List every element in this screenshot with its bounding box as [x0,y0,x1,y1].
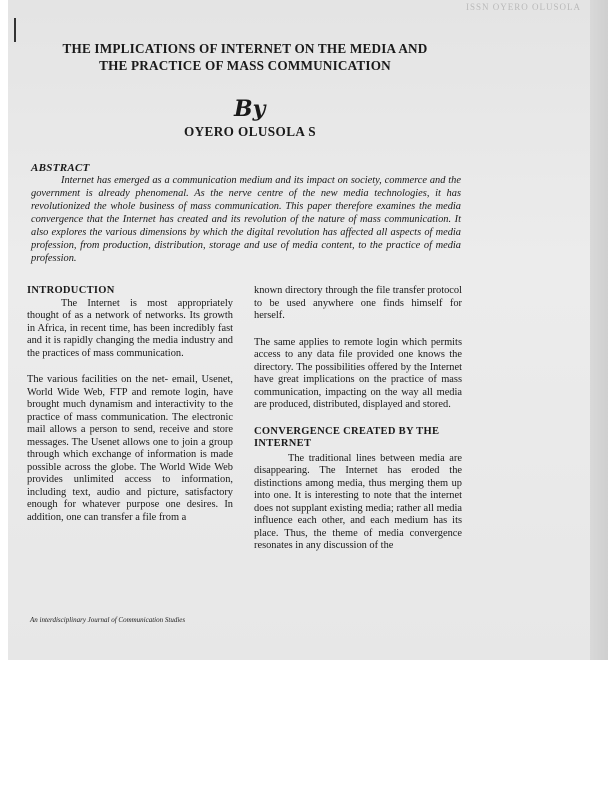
introduction-paragraph-1: The Internet is most appropriately thought of as a network of networks. Its growth in Africa, in recent time, has been incredibly fast and it is rapidly changing the media industry and the practices of mass communication. [27,297,233,359]
paper-title [20,40,470,74]
convergence-paragraph: The traditional lines between media are disappearing. The Internet has eroded the distinctions among media, thus merging them up into one. It is interesting to note that the internet does not supplant existing media; rather all media influence each other, and each medium has its place. Thus, the theme of media convergence resonates in any discussion of the [254,452,462,551]
scan-edge-shadow [590,0,608,660]
abstract-text: Internet has emerged as a communication medium and its impact on society, commerce and the government is already phenomenal. As the nerve centre of the new media technologies, it has revolutionized the whole business of mass communication. This paper therefore examines the media convergence that the Internet has created and its revolution of the nature of mass communication. It also explores the various dimensions by which the digital revolution has affected all aspects of media profession, from production, distribution, storage and use of media content, to the practice of media profession. [31,175,461,264]
right-paragraph-2: The same applies to remote login which permits access to any data file provided one knows the directory. The possibilities offered by the Internet have great implications on the practice of mass communication, impacting on the way all media are produced, distributed, displayed and stored. [254,336,462,410]
title-line-1: THE IMPLICATIONS OF INTERNET ON THE MEDIA AND [62,41,428,56]
right-column [254,285,462,567]
left-column [27,285,233,538]
introduction-paragraph-2: The various facilities on the net- email, Usenet, World Wide Web, FTP and remote login, have brought much dynamism and interactivity to the practice of mass communication. The electronic mail allows a person to send, receive and store messages. The Usenet allows one to join a group through which exchange of information is made possible across the globe. The World Wide Web provides unlimited access to information, including text, audio and picture, satisfactory enough for whatever purpose one desires. In addition, one can transfer a file from a [27,374,233,523]
margin-mark [14,18,16,42]
bleed-through-header: ISSN OYERO OLUSOLA [465,2,581,12]
author-name: OYERO OLUSOLA S [183,124,317,139]
title-line-2: THE PRACTICE OF MASS COMMUNICATION [99,58,391,73]
convergence-heading: CONVERGENCE CREATED BY THE INTERNET [254,425,440,449]
introduction-heading: INTRODUCTION [27,285,115,296]
abstract-heading: ABSTRACT [31,162,90,174]
right-paragraph-1: known directory through the file transfer protocol to be used anywhere one finds himself for herself. [254,285,462,321]
byline: By [234,96,266,122]
journal-footer: An interdisciplinary Journal of Communication Studies [30,616,186,624]
